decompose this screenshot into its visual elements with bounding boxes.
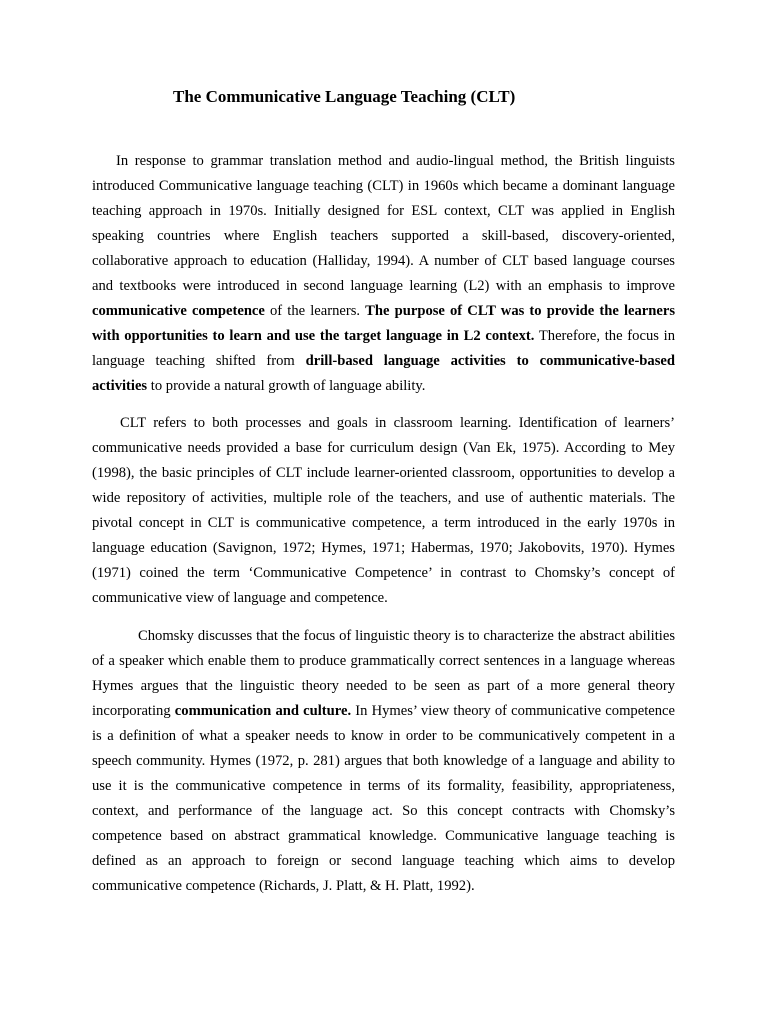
paragraph-text: to provide a natural growth of language ability. xyxy=(147,378,426,394)
bold-phrase: communicative competence xyxy=(92,303,265,319)
bold-phrase: communication and culture. xyxy=(174,703,352,719)
bold-phrase: The purpose of CLT was to provide the learners with opportunities to learn and use the target language in L2 context. xyxy=(92,303,676,344)
paragraph-1 xyxy=(92,149,675,399)
paragraph-text: Chomsky discusses that the focus of linguistic theory is to characterize the abstract abilities of a speaker which enable them to produce grammatically correct sentences in a language whereas Hymes argues that the linguistic theory needed to be seen as part of a more general theory incorporating xyxy=(92,628,675,719)
paragraph-3 xyxy=(92,624,675,899)
paragraph-text: CLT refers to both processes and goals in classroom learning. Identification of learners’ communicative needs provided a base for curriculum design (Van Ek, 1975). According to Mey (1998), the basic principles of CLT include learner-oriented classroom, opportunities to develop a wide repository of activities, multiple role of the teachers, and use of authentic materials. The pivotal concept in CLT is communicative competence, a term introduced in the early 1970s in language education (Savignon, 1972; Hymes, 1971; Habermas, 1970; Jakobovits, 1970). Hymes (1971) coined the term ‘Communicative Competence’ in contrast to Chomsky’s concept of communicative view of language and competence. xyxy=(92,415,675,606)
paragraph-text: of the learners. xyxy=(264,303,366,319)
paragraph-text: In Hymes’ view theory of communicative competence is a definition of what a speaker needs to know in order to be communicatively competent in a speech community. Hymes (1972, p. 281) argues that both knowledge of a language and ability to use it is the communicative competence in terms of its formality, feasibility, appropriateness, context, and performance of the language act. So this concept contracts with Chomsky’s competence based on abstract grammatical knowledge. Communicative language teaching is defined as an approach to foreign or second language teaching which aims to develop communicative competence (Richards, J. Platt, & H. Platt, 1992). xyxy=(92,703,675,894)
paragraph-2 xyxy=(92,411,675,611)
page-title: The Communicative Language Teaching (CLT) xyxy=(173,87,516,106)
paragraph-text: Therefore, the focus in language teaching shifted from xyxy=(92,328,675,369)
paragraph-text: In response to grammar translation method and audio-lingual method, the British linguists introduced Communicative language teaching (CLT) in 1960s which became a dominant language teaching approach in 1970s. Initially designed for ESL context, CLT was applied in English speaking countries where English teachers supported a skill-based, discovery-oriented, collaborative approach to education (Halliday, 1994). A number of CLT based language courses and textbooks were introduced in second language learning (L2) with an emphasis to improve xyxy=(92,153,675,294)
bold-phrase: drill-based language activities to communicative-based activities xyxy=(92,353,675,394)
